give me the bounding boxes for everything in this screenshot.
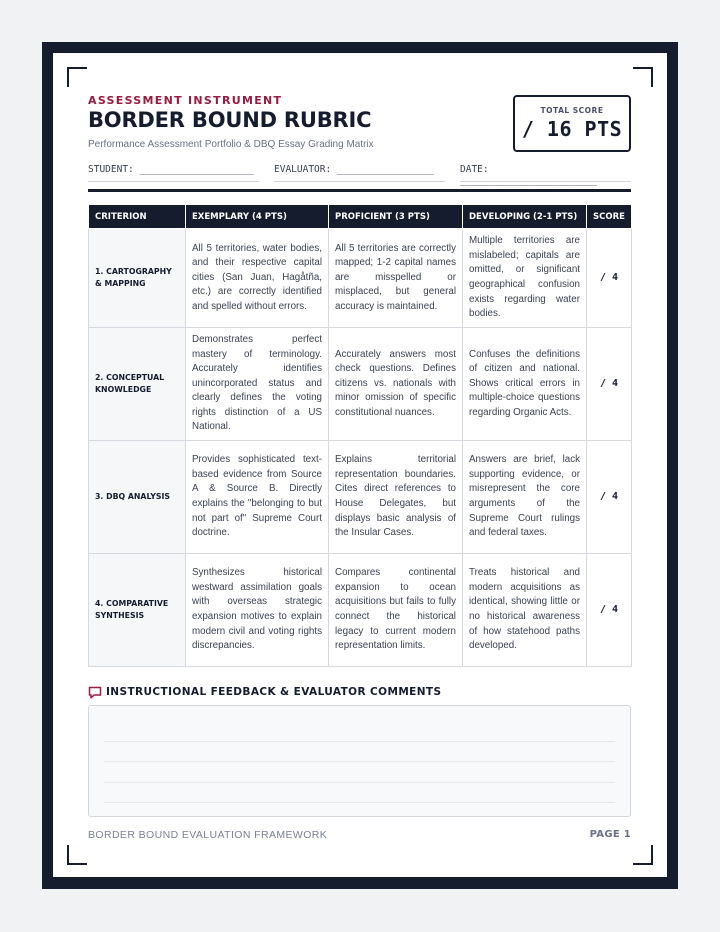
developing-cell: Multiple territories are mislabeled; capitals are omitted, or significant geographical confusion exists regarding water bodies. — [463, 229, 587, 328]
proficient-cell: Accurately answers most check questions. Defines citizens vs. nationals with minor omission of specific constitutional nuances. — [329, 328, 463, 441]
table-row — [89, 229, 632, 328]
exemplary-cell: Synthesizes historical westward assimilation goals with overseas strategic expansion motives to explain modern civil and voting rights discrepancies. — [186, 554, 329, 667]
document-subtitle: Performance Assessment Portfolio & DBQ Essay Grading Matrix — [88, 139, 374, 150]
footer-framework-label: BORDER BOUND EVALUATION FRAMEWORK — [88, 829, 328, 841]
writing-line — [104, 782, 615, 783]
developing-cell: Treats historical and modern acquisitions as identical, showing little or no historical awareness of how statehood paths developed. — [463, 554, 587, 667]
header-divider — [88, 189, 631, 192]
score-cell[interactable]: / 4 — [587, 554, 632, 667]
date-field[interactable]: DATE: ________________________ — [460, 164, 631, 182]
criterion-cell: 1. CARTOGRAPHY & MAPPING — [89, 229, 186, 328]
criterion-cell: 3. DBQ ANALYSIS — [89, 441, 186, 554]
total-score-value: / 16 PTS — [521, 117, 623, 141]
header-developing: DEVELOPING (2-1 PTS) — [463, 205, 587, 229]
exemplary-cell: Provides sophisticated text-based evidence from Source A & Source B. Directly explains the "belonging to but not part of" Supreme Court doctrine. — [186, 441, 329, 554]
proficient-cell: Explains territorial representation boundaries. Cites direct references to House Delegates, but displays basic analysis of the Insular Cases. — [329, 441, 463, 554]
rubric-table — [88, 204, 632, 667]
criterion-cell: 2. CONCEPTUAL KNOWLEDGE — [89, 328, 186, 441]
writing-line — [104, 761, 615, 762]
exemplary-cell: All 5 territories, water bodies, and their respective capital cities (San Juan, Hagåtña, etc.) are correctly identified and spelled without errors. — [186, 229, 329, 328]
document-kicker: ASSESSMENT INSTRUMENT — [88, 94, 283, 107]
header-score: SCORE — [587, 205, 632, 229]
table-header-row — [89, 205, 632, 229]
student-field[interactable]: STUDENT: ____________________ — [88, 164, 259, 182]
corner-mark-bottom-left — [67, 845, 87, 865]
developing-cell: Answers are brief, lack supporting evidence, or misrepresent the core arguments of the Supreme Court rulings and federal taxes. — [463, 441, 587, 554]
proficient-cell: All 5 territories are correctly mapped; 1-2 capital names are misspelled or misplaced, but general accuracy is maintained. — [329, 229, 463, 328]
header-exemplary: EXEMPLARY (4 PTS) — [186, 205, 329, 229]
score-cell[interactable]: / 4 — [587, 441, 632, 554]
document-title: BORDER BOUND RUBRIC — [88, 108, 372, 132]
score-cell[interactable]: / 4 — [587, 229, 632, 328]
footer-page-number: PAGE 1 — [589, 829, 631, 840]
evaluator-field[interactable]: EVALUATOR: _________________ — [274, 164, 445, 182]
writing-line — [104, 741, 615, 742]
developing-cell: Confuses the definitions of citizen and national. Shows critical errors in multiple-choice questions regarding Organic Acts. — [463, 328, 587, 441]
table-row — [89, 554, 632, 667]
total-score-box — [513, 95, 631, 152]
criterion-cell: 4. COMPARATIVE SYNTHESIS — [89, 554, 186, 667]
table-row — [89, 328, 632, 441]
score-cell[interactable]: / 4 — [587, 328, 632, 441]
comment-icon — [88, 686, 102, 699]
proficient-cell: Compares continental expansion to ocean acquisitions but fails to fully connect the historical legacy to current modern representation limits. — [329, 554, 463, 667]
corner-mark-top-right — [633, 67, 653, 87]
feedback-comment-area[interactable] — [88, 705, 631, 817]
writing-line — [104, 802, 615, 803]
total-score-label: TOTAL SCORE — [540, 106, 604, 115]
exemplary-cell: Demonstrates perfect mastery of terminology. Accurately identifies unincorporated status and clearly defines the voting rights distinction of a US National. — [186, 328, 329, 441]
header-criterion: CRITERION — [89, 205, 186, 229]
feedback-title: INSTRUCTIONAL FEEDBACK & EVALUATOR COMMENTS — [106, 686, 442, 698]
table-row — [89, 441, 632, 554]
header-proficient: PROFICIENT (3 PTS) — [329, 205, 463, 229]
corner-mark-bottom-right — [633, 845, 653, 865]
corner-mark-top-left — [67, 67, 87, 87]
